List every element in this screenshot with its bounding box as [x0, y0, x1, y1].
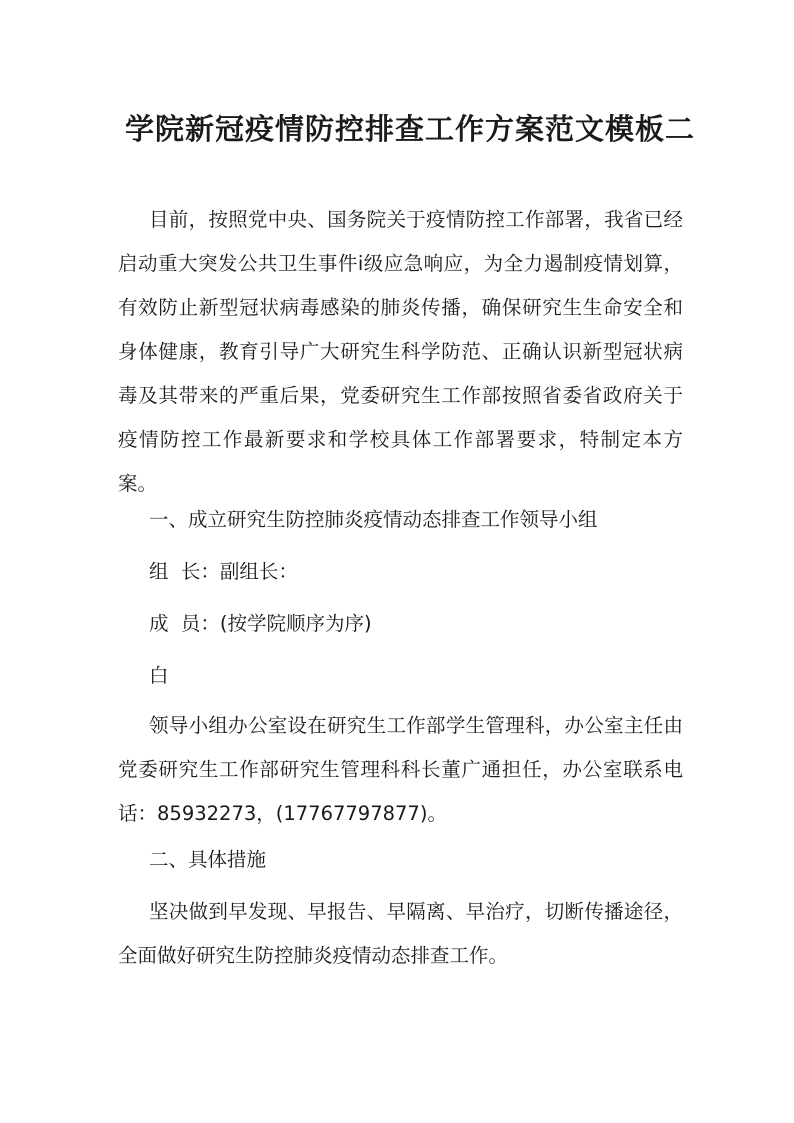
- members-line: 成 员：(按学院顺序为序): [149, 612, 372, 635]
- leader-line: 组 长：副组长：: [149, 560, 298, 583]
- section-heading-leadership-group: 一、成立研究生防控肺炎疫情动态排查工作领导小组: [149, 508, 598, 531]
- section-heading-measures: 二、具体措施: [149, 848, 267, 871]
- intro-paragraph: 目前，按照党中央、国务院关于疫情防控工作部署，我省已经启动重大突发公共卫生事件ⅰ级应急响应，为全力遏制疫情划算，有效防止新型冠状病毒感染的肺炎传播，确保研究生生命安全和身体健康，教育引导广大研究生科学防范、正确认识新型冠状病毒及其带来的严重后果，党委研究生工作部按照省委省政府关于疫情防控工作最新要求和学校具体工作部署要求，特制定本方案。: [118, 208, 683, 495]
- document-title: 学院新冠疫情防控排查工作方案范文模板二: [124, 112, 695, 146]
- blank-line-text: 白: [149, 664, 169, 687]
- measures-paragraph: 坚决做到早发现、早报告、早隔离、早治疗，切断传播途径，全面做好研究生防控肺炎疫情动态排查工作。: [118, 900, 683, 967]
- office-paragraph: 领导小组办公室设在研究生工作部学生管理科，办公室主任由党委研究生工作部研究生管理科科长董广通担任，办公室联系电话：85932273，(17767797877)。: [118, 714, 683, 825]
